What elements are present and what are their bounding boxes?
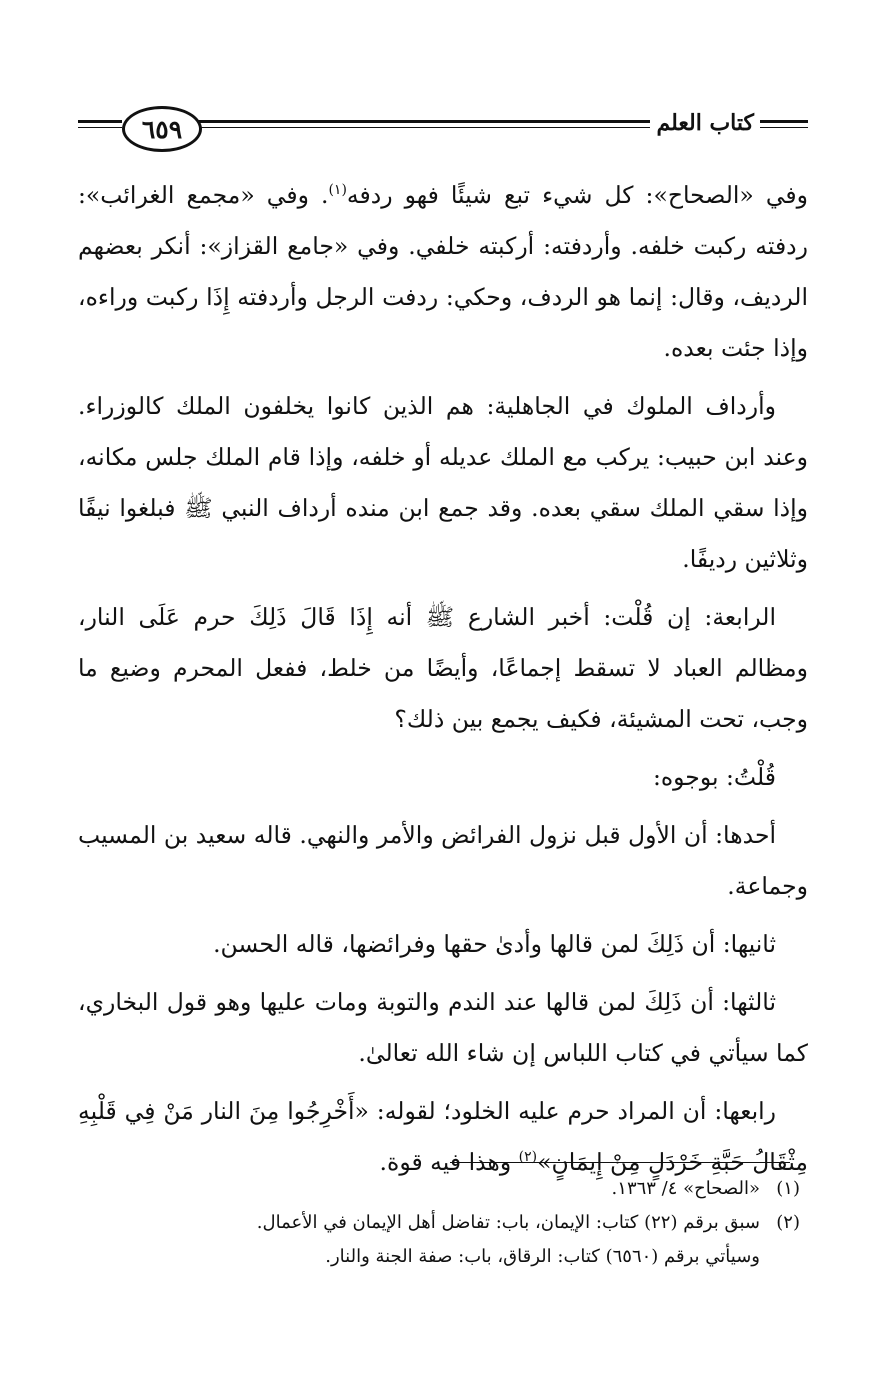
footnote-2-continued (100, 1240, 800, 1274)
paragraph-1-text: وفي «الصحاح»: كل شيء تبع شيئًا فهو ردفه (346, 181, 808, 209)
main-text (78, 170, 808, 1195)
footnote-marker-2: (٢) (518, 1149, 538, 1166)
paragraph-4: الرابعة: إن قُلْت: أخبر الشارع ﷺ أنه إِذَا قَالَ ذَلِكَ حرم عَلَى النار، ومظالم العباد لا تسقط إجماعًا، وأيضًا من خلط، ففعل المحرم وضيع ما وجب، تحت المشيئة، فكيف يجمع بين ذلك؟ (78, 603, 808, 733)
paragraph-7: ثانيها: أن ذَلِكَ لمن قالها وأدىٰ حقها وفرائضها، قاله الحسن. (213, 930, 776, 958)
paragraph-9-tail: وهذا فيه قوة. (379, 1148, 512, 1176)
paragraph-1 (78, 170, 808, 374)
paragraph-9-text: رابعها: أن المراد حرم عليه الخلود؛ لقوله: «أَخْرِجُوا مِنَ النار مَنْ فِي قَلْبِهِ مِثْقَالُ حَبَّةِ خَرْدَلٍ مِنْ إِيمَانٍ» (78, 1097, 808, 1176)
page-header (78, 96, 808, 166)
running-title: كتاب العلم (650, 110, 760, 136)
footnote-marker-1: (١) (328, 182, 347, 199)
footnote-text: «الصحاح» ٤/ ١٣٦٣. (611, 1178, 760, 1199)
page-number-badge (122, 106, 202, 152)
footnote-2 (100, 1206, 800, 1240)
footnote-number: (٢) (776, 1212, 800, 1233)
footnote-text: وسيأتي برقم (٦٥٦٠) كتاب: الرقاق، باب: صفة الجنة والنار. (325, 1246, 760, 1267)
paragraph-6: أحدها: أن الأول قبل نزول الفرائض والأمر والنهي. قاله سعيد بن المسيب وجماعة. (78, 821, 808, 900)
header-rule-left (78, 120, 122, 123)
footnote-number: (١) (776, 1178, 800, 1199)
footnotes (100, 1172, 800, 1274)
paragraph-5: قُلْتُ: بوجوه: (652, 763, 776, 791)
header-rule-left-thin (78, 127, 122, 128)
footnote-separator (450, 1162, 790, 1163)
footnote-text: سبق برقم (٢٢) كتاب: الإيمان، باب: تفاضل أهل الإيمان في الأعمال. (256, 1212, 760, 1233)
page-number: ٦٥٩ (141, 114, 183, 144)
paragraph-2-text: الغرائب»: ردفته ركبت خلفه. وأردفته: أركبته خلفي. وفي «جامع القزاز»: أنكر بعضهم الرديف، وقال: إنما هو الردف، وحكي: ردفت الرجل وأردفته إِذَا ركبت وراءه، وإذا جئت بعده. (78, 181, 808, 362)
footnote-1 (100, 1172, 800, 1206)
paragraph-3: وأرداف الملوك في الجاهلية: هم الذين كانوا يخلفون الملك كالوزراء. وعند ابن حبيب: يركب مع الملك عديله أو خلفه، وإذا قام الملك جلس مكانه، وإذا سقي الملك سقي بعده. وقد جمع ابن منده أرداف النبي ﷺ فبلغوا نيفًا وثلاثين رديفًا. (78, 392, 808, 573)
paragraph-8: ثالثها: أن ذَلِكَ لمن قالها عند الندم والتوبة ومات عليها وهو قول البخاري، كما سيأتي في كتاب اللباس إن شاء الله تعالىٰ. (78, 988, 808, 1067)
paragraph-1-tail: . وفي «مجمع (186, 181, 329, 209)
